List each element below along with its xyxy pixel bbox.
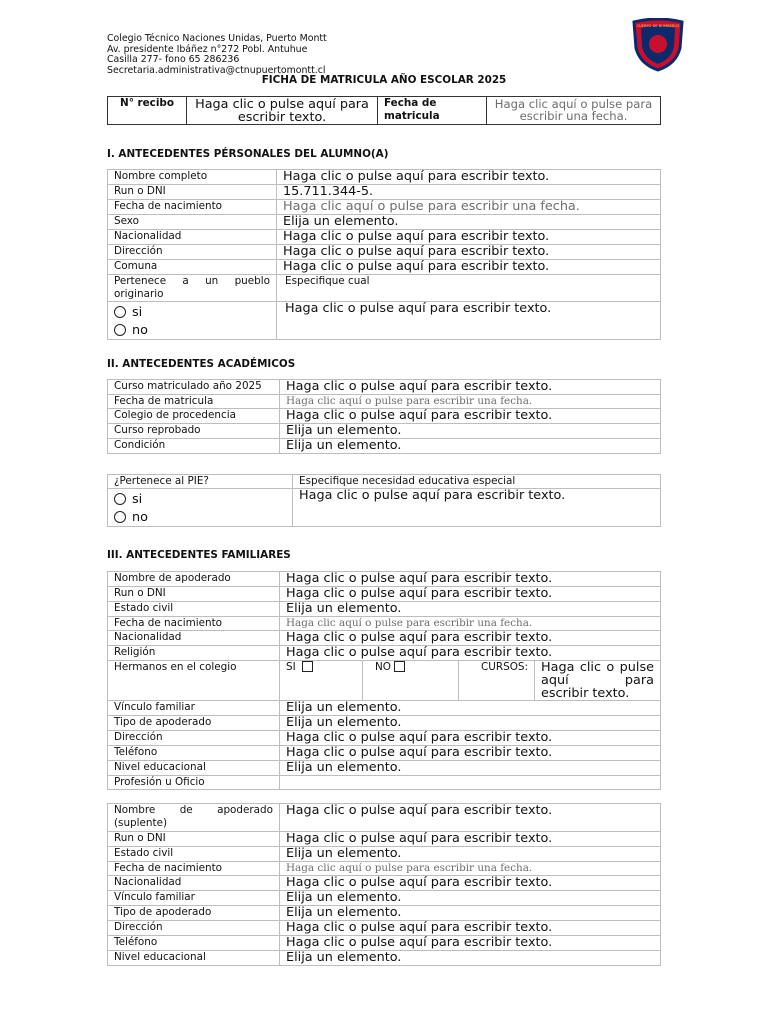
row-label: Teléfono (108, 936, 280, 951)
academic-enrollment-date-field[interactable]: Haga clic aquí o pulse para escribir una fecha. (280, 395, 661, 409)
label-line: Nombre de apoderado (114, 804, 273, 816)
pie-table (107, 474, 661, 527)
family-link-select[interactable]: Elija un elemento. (280, 701, 661, 716)
guardian-address-field[interactable]: Haga clic o pulse aquí para escribir texto. (280, 731, 661, 746)
section-2-title: II. ANTECEDENTES ACADÉMICOS (107, 358, 296, 370)
courses-value-line: Haga clic o pulse (541, 660, 654, 675)
receipt-number-field[interactable]: Haga clic o pulse aquí para escribir texto. (187, 97, 378, 125)
pie-label: ¿Pertenece al PIE? (108, 475, 293, 489)
courses-value-line: escribir texto. (541, 686, 630, 701)
nationality-field[interactable]: Haga clic o pulse aquí para escribir texto. (277, 230, 661, 245)
row-label: Nombre de apoderado (108, 572, 280, 587)
substitute-phone-field[interactable]: Haga clic o pulse aquí para escribir texto. (280, 936, 661, 951)
courses-label: CURSOS: (459, 661, 535, 701)
substitute-name-field[interactable]: Haga clic o pulse aquí para escribir texto. (280, 804, 661, 832)
guardian-name-field[interactable]: Haga clic o pulse aquí para escribir texto. (280, 572, 661, 587)
pie-radio-no[interactable] (114, 508, 286, 526)
courses-value-line: aquí para (541, 673, 654, 688)
row-label: Estado civil (108, 847, 280, 862)
row-label: Fecha de matricula (108, 395, 280, 409)
guardian-type-select[interactable]: Elija un elemento. (280, 716, 661, 731)
guardian-birth-date-field[interactable]: Haga clic aquí o pulse para escribir una fecha. (280, 617, 661, 631)
row-label: Curso reprobado (108, 424, 280, 439)
substitute-civil-status-select[interactable]: Elija un elemento. (280, 847, 661, 862)
student-personal-table (107, 169, 661, 340)
substitute-guardian-table (107, 803, 661, 966)
radio-circle-icon (114, 306, 126, 318)
radio-label: no (132, 322, 148, 338)
radio-si[interactable] (114, 303, 270, 321)
radio-circle-icon (114, 493, 126, 505)
pie-options (108, 489, 293, 527)
row-label: Curso matriculado año 2025 (108, 380, 280, 395)
siblings-label: Hermanos en el colegio (108, 661, 280, 701)
indigenous-label-line2: originario (114, 288, 164, 300)
sex-select[interactable]: Elija un elemento. (277, 215, 661, 230)
row-label: Estado civil (108, 602, 280, 617)
radio-no[interactable] (114, 321, 270, 339)
siblings-si-label: SI (286, 661, 296, 673)
row-label: Comuna (108, 260, 277, 275)
siblings-no-label: NO (375, 661, 391, 673)
school-address: Av. presidente Ibáñez n°272 Pobl. Antuhue (107, 43, 308, 55)
radio-label: si (132, 491, 143, 507)
receipt-label: N° recibo (108, 97, 187, 125)
guardian-profession-field[interactable] (280, 776, 661, 790)
row-label: Dirección (108, 921, 280, 936)
page-title: FICHA DE MATRICULA AÑO ESCOLAR 2025 (261, 74, 507, 86)
radio-circle-icon (114, 511, 126, 523)
substitute-run-field[interactable]: Haga clic o pulse aquí para escribir texto. (280, 832, 661, 847)
guardian-education-select[interactable]: Elija un elemento. (280, 761, 661, 776)
guardian-nationality-field[interactable]: Haga clic o pulse aquí para escribir texto. (280, 631, 661, 646)
row-label: Vínculo familiar (108, 891, 280, 906)
academic-table (107, 379, 661, 454)
failed-course-select[interactable]: Elija un elemento. (280, 424, 661, 439)
row-label: Run o DNI (108, 587, 280, 602)
row-label: Vínculo familiar (108, 701, 280, 716)
row-label: Nivel educacional (108, 761, 280, 776)
school-email: Secretaria.administrativa@ctnupuertomontt.cl (107, 64, 326, 76)
substitute-education-select[interactable]: Elija un elemento. (280, 951, 661, 966)
school-logo (630, 18, 686, 72)
substitute-birth-date-field[interactable]: Haga clic aquí o pulse para escribir una fecha. (280, 862, 661, 876)
birth-date-field[interactable]: Haga clic aquí o pulse para escribir una fecha. (277, 200, 661, 215)
receipt-table (107, 96, 661, 125)
radio-circle-icon (114, 324, 126, 336)
family-table (107, 571, 661, 790)
substitute-address-field[interactable]: Haga clic o pulse aquí para escribir texto. (280, 921, 661, 936)
row-label: Fecha de nacimiento (108, 862, 280, 876)
previous-school-field[interactable]: Haga clic o pulse aquí para escribir texto. (280, 409, 661, 424)
substitute-nationality-field[interactable]: Haga clic o pulse aquí para escribir texto. (280, 876, 661, 891)
guardian-civil-status-select[interactable]: Elija un elemento. (280, 602, 661, 617)
guardian-run-field[interactable]: Haga clic o pulse aquí para escribir texto. (280, 587, 661, 602)
pie-radio-si[interactable] (114, 490, 286, 508)
indigenous-label-line1: Pertenece a un pueblo (114, 275, 270, 287)
section-1-title: I. ANTECEDENTES PÉRSONALES DEL ALUMNO(A) (107, 148, 389, 160)
row-label: Nivel educacional (108, 951, 280, 966)
specify-label: Especifique cual (277, 275, 661, 302)
row-label: Dirección (108, 731, 280, 746)
school-name: Colegio Técnico Naciones Unidas, Puerto Montt (107, 33, 327, 44)
radio-label: si (132, 304, 143, 320)
row-label: Sexo (108, 215, 277, 230)
row-label: Profesión u Oficio (108, 776, 280, 790)
row-label: Nombre completo (108, 170, 277, 185)
enrollment-date-field[interactable]: Haga clic aquí o pulse para escribir una fecha. (487, 97, 661, 125)
address-field[interactable]: Haga clic o pulse aquí para escribir texto. (277, 245, 661, 260)
substitute-type-select[interactable]: Elija un elemento. (280, 906, 661, 921)
indigenous-people-field[interactable]: Haga clic o pulse aquí para escribir texto. (277, 302, 661, 340)
row-label: Run o DNI (108, 832, 280, 847)
course-enrolled-field[interactable]: Haga clic o pulse aquí para escribir texto. (280, 380, 661, 395)
row-label: Nacionalidad (108, 230, 277, 245)
pie-need-field[interactable]: Haga clic o pulse aquí para escribir texto. (293, 489, 661, 527)
commune-field[interactable]: Haga clic o pulse aquí para escribir texto. (277, 260, 661, 275)
indigenous-label (108, 275, 277, 302)
siblings-courses-field[interactable] (535, 661, 661, 701)
row-label: Nacionalidad (108, 876, 280, 891)
condition-select[interactable]: Elija un elemento. (280, 439, 661, 454)
siblings-si-cell (280, 661, 363, 701)
row-label: Religión (108, 646, 280, 661)
row-label: Colegio de procedencia (108, 409, 280, 424)
row-label: Tipo de apoderado (108, 906, 280, 921)
guardian-religion-field[interactable]: Haga clic o pulse aquí para escribir texto. (280, 646, 661, 661)
section-3-title: III. ANTECEDENTES FAMILIARES (107, 549, 291, 561)
enrollment-date-label: Fecha de matricula (378, 97, 487, 125)
run-dni-field[interactable]: 15.711.344-5. (277, 185, 661, 200)
row-label: Run o DNI (108, 185, 277, 200)
school-phone: Casilla 277- fono 65 286236 (107, 54, 240, 66)
row-label: Condición (108, 439, 280, 454)
row-label: Nacionalidad (108, 631, 280, 646)
substitute-name-label (108, 804, 280, 832)
row-label: Dirección (108, 245, 277, 260)
row-label: Tipo de apoderado (108, 716, 280, 731)
siblings-si-checkbox[interactable] (302, 661, 313, 672)
siblings-no-checkbox[interactable] (394, 661, 405, 672)
substitute-family-link-select[interactable]: Elija un elemento. (280, 891, 661, 906)
label-line: (suplente) (114, 817, 168, 829)
row-label: Teléfono (108, 746, 280, 761)
logo-text: CUERPO DE BOMBEROS (636, 24, 680, 28)
row-label: Fecha de nacimiento (108, 617, 280, 631)
siblings-no-cell (363, 661, 459, 701)
full-name-field[interactable]: Haga clic o pulse aquí para escribir texto. (277, 170, 661, 185)
radio-label: no (132, 509, 148, 525)
pie-specify-label: Especifique necesidad educativa especial (293, 475, 661, 489)
row-label: Fecha de nacimiento (108, 200, 277, 215)
guardian-phone-field[interactable]: Haga clic o pulse aquí para escribir texto. (280, 746, 661, 761)
school-header (107, 34, 327, 76)
indigenous-options (108, 302, 277, 340)
